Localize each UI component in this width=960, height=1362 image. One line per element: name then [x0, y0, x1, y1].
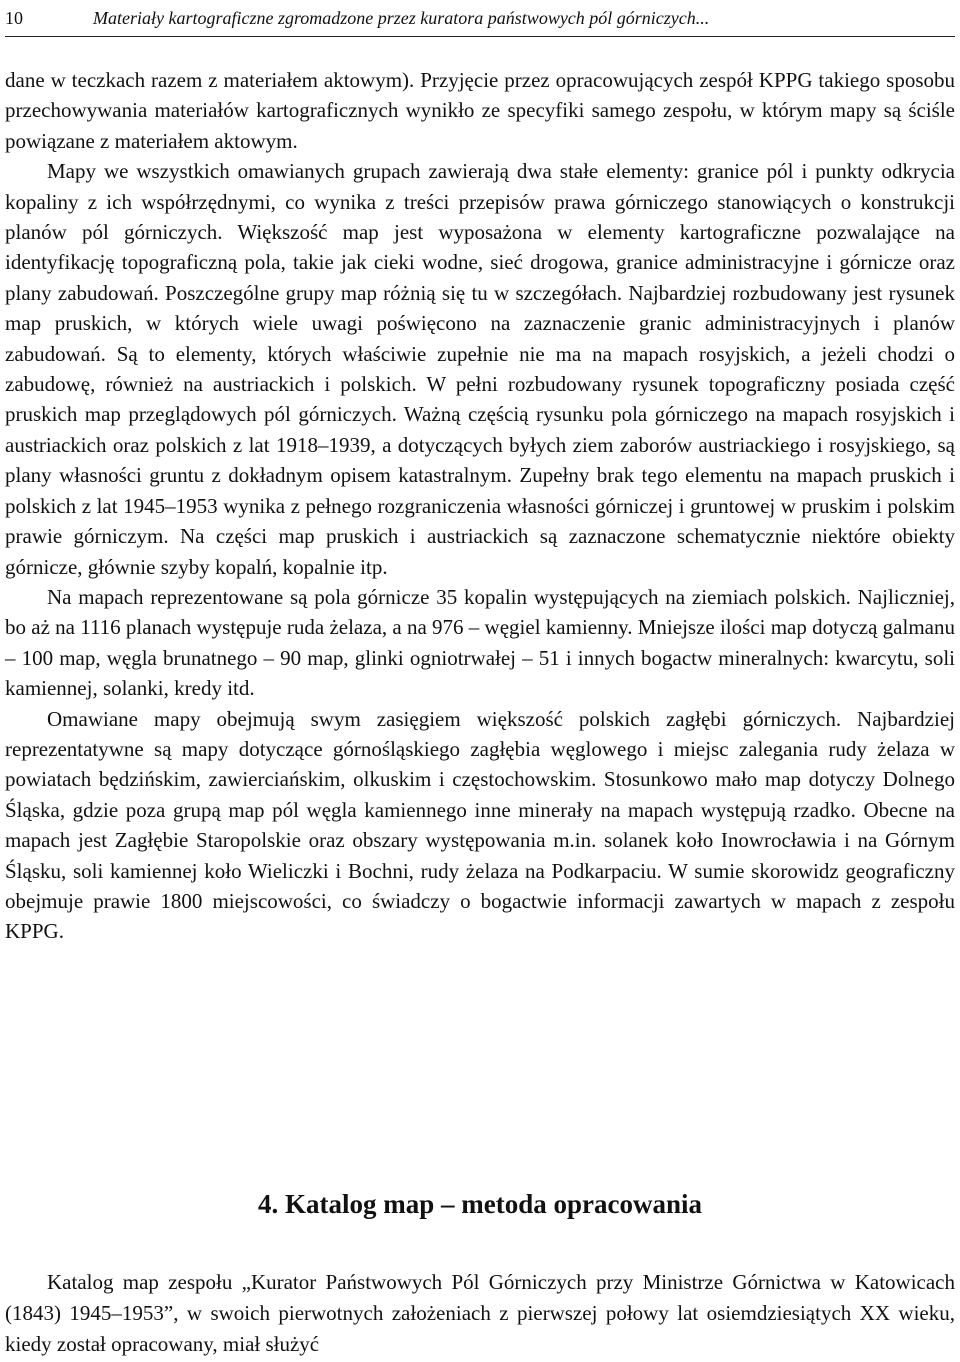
paragraph-coverage: Omawiane mapy obejmują swym zasięgiem większość polskich zagłębi górniczych. Najbardziej reprezentatywne są mapy dotyczące górnośląskiego zagłębia węglowego i miejsc zalegania rudy żelaza w powiatach będzińskim, zawierciańskim, olkuskim i częstochowskim. Stosunkowo mało map dotyczy Dolnego Śląska, gdzie poza grupą map pól węgla kamiennego inne minerały na mapach występują rzadko. Obecne na mapach jest Zagłębie Staropolskie oraz obszary występowania m.in. solanek koło Inowrocławia i na Górnym Śląsku, soli kamiennej koło Wieliczki i Bochni, rudy żelaza na Podkarpaciu. W sumie skorowidz geograficzny obejmuje prawie 1800 miejscowości, co świadczy o bogactwie informacji zawartych w mapach z zespołu KPPG. [5, 706, 955, 944]
paragraph-map-elements: Mapy we wszystkich omawianych grupach zawierają dwa stałe elementy: granice pól i punkty odkrycia kopaliny z ich współrzędnymi, co wynika z treści przepisów prawa górniczego stanowiących o konstrukcji planów pól górniczych. Większość map jest wyposażona w elementy kartograficzne pozwalające na identyfikację topograficzną pola, takie jak cieki wodne, sieć drogowa, granice administracyjne i górnicze oraz plany zabudowań. Poszczególne grupy map różnią się tu w szczegółach. Najbardziej rozbudowany jest rysunek map pruskich, w których wiele uwagi poświęcono na zaznaczenie granic administracyjnych i planów zabudowań. Są to elementy, których właściwie zupełnie nie ma na mapach rosyjskich, a jeżeli chodzi o zabudowę, również na austriackich i polskich. W pełni rozbudowany rysunek topograficzny posiada część pruskich map przeglądowych pól górniczych. Ważną częścią rysunku pola górniczego na mapach rosyjskich i austriackich oraz polskich z lat 1918–1939, a dotyczących byłych ziem zaborów austriackiego i rosyjskiego, są plany własności gruntu z dokładnym opisem katastralnym. Zupełny brak tego elementu na mapach pruskich i polskich z lat 1945–1953 wynika z pełnego rozgraniczenia własności górniczej i gruntowej w pruskim i polskim prawie górniczym. Na części map pruskich i austriackich są zaznaczone schematycznie niektóre obiekty górnicze, głównie szyby kopalń, kopalnie itp. [5, 159, 955, 579]
paragraph-continuation: dane w teczkach razem z materiałem aktowym). Przyjęcie przez opracowujących zespół KPPG takiego sposobu przechowywania materiałów kartograficznych wynikło ze specyfiki samego zespołu, w którym mapy są ściśle powiązane z materiałem aktowym. [5, 68, 955, 153]
paragraph-minerals: Na mapach reprezentowane są pola górnicze 35 kopalin występujących na ziemiach polskich. Najliczniej, bo aż na 1116 planach występuje ruda żelaza, a na 976 – węgiel kamienny. Mniejsze ilości map dotyczą galmanu – 100 map, węgla brunatnego – 90 map, glinki ogniotrwałej – 51 i innych bogactw mineralnych: kwarcytu, soli kamiennej, solanki, kredy itd. [5, 584, 955, 701]
section-body [5, 1267, 955, 1360]
document-page [5, 0, 955, 1362]
body-text [5, 65, 955, 947]
section-heading: 4. Katalog map – metoda opracowania [258, 1189, 702, 1219]
running-header [5, 6, 955, 37]
page-number: 10 [5, 8, 23, 28]
running-title: Materiały kartograficzne zgromadzone przez kuratora państwowych pól górniczych... [93, 8, 710, 28]
paragraph-catalog: Katalog map zespołu „Kurator Państwowych Pól Górniczych przy Ministrze Górnictwa w Katowicach (1843) 1945–1953”, w swoich pierwotnych założeniach z pierwszej połowy lat osiemdziesiątych XX wieku, kiedy został opracowany, miał służyć [5, 1270, 955, 1356]
